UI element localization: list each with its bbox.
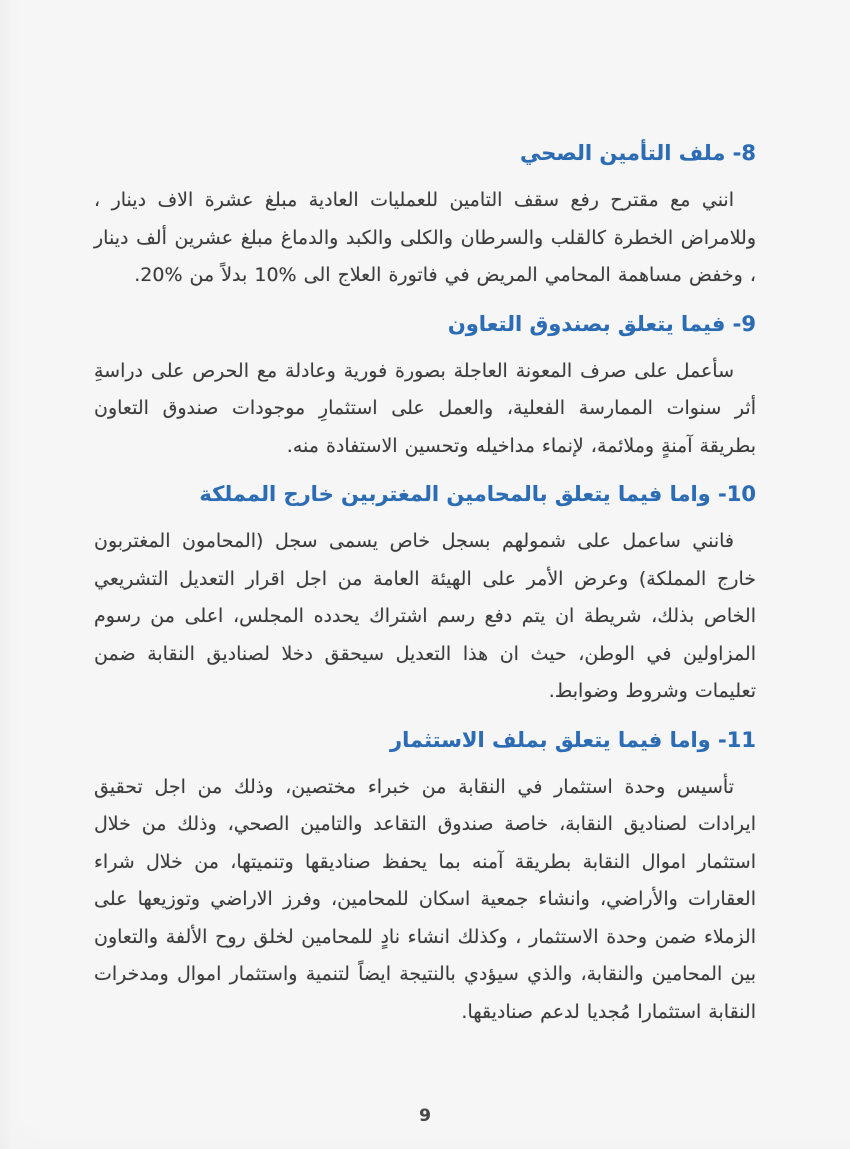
section-heading: 10- واما فيما يتعلق بالمحامين المغتربين خارج المملكة	[199, 482, 756, 506]
section-paragraph: تأسيس وحدة استثمار في النقابة من خبراء مختصين، وذلك من اجل تحقيق ايرادات لصناديق النقابة، خاصة صندوق التقاعد والتامين الصحي، وذلك من خلال استثمار اموال النقابة بطريقة آمنه بما يحفظ صناديقها وتنميتها، من خلال شراء العقارات والأراضي، وانشاء جمعية اسكان للمحامين، وفرز الاراضي وتوزيعها على الزملاء ضمن وحدة الاستثمار ، وكذلك انشاء نادٍ للمحامين لخلق روح الألفة والتعاون بين المحامين والنقابة، والذي سيؤدي بالنتيجة ايضاً لتنمية واستثمار اموال ومدخرات النقابة استثمارا مُجديا لدعم صناديقها.	[94, 775, 756, 1023]
section-paragraph: انني مع مقترح رفع سقف التامين للعمليات العادية مبلغ عشرة الاف دينار ، وللامراض الخطرة كالقلب والسرطان والكلى والكبد والدماغ مبلغ عشرين ألف دينار ، وخفض مساهمة المحامي المريض في فاتورة العلاج الى %10 بدلاً من %20.	[94, 189, 756, 286]
section-health-insurance	[94, 140, 756, 295]
section-paragraph: فانني ساعمل على شمولهم بسجل خاص يسمى سجل (المحامون المغتربون خارج المملكة) وعرض الأمر على الهيئة العامة من اجل اقرار التعديل التشريعي الخاص بذلك، شريطة ان يتم دفع رسم اشتراك يحدده المجلس، اعلى من رسوم المزاولين في الوطن، حيث ان هذا التعديل سيحقق دخلا لصناديق النقابة ضمن تعليمات وشروط وضوابط.	[94, 530, 756, 702]
page-number: 9	[419, 1106, 431, 1126]
section-cooperation-fund	[94, 311, 756, 466]
document-content	[94, 140, 756, 1047]
section-paragraph: سأعمل على صرف المعونة العاجلة بصورة فورية وعادلة مع الحرص على دراسةِ أثر سنوات الممارسة الفعلية، والعمل على استثمارِ موجودات صندوق التعاون بطريقة آمنةٍ وملائمة، لإنماء مداخيله وتحسين الاستفادة منه.	[94, 359, 756, 457]
section-expatriate-lawyers	[94, 481, 756, 711]
section-heading: 11- واما فيما يتعلق بملف الاستثمار	[390, 727, 756, 752]
section-investment-file	[94, 727, 756, 1032]
section-heading: 9- فيما يتعلق بصندوق التعاون	[447, 311, 756, 336]
section-heading: 8- ملف التأمين الصحي	[519, 141, 756, 165]
